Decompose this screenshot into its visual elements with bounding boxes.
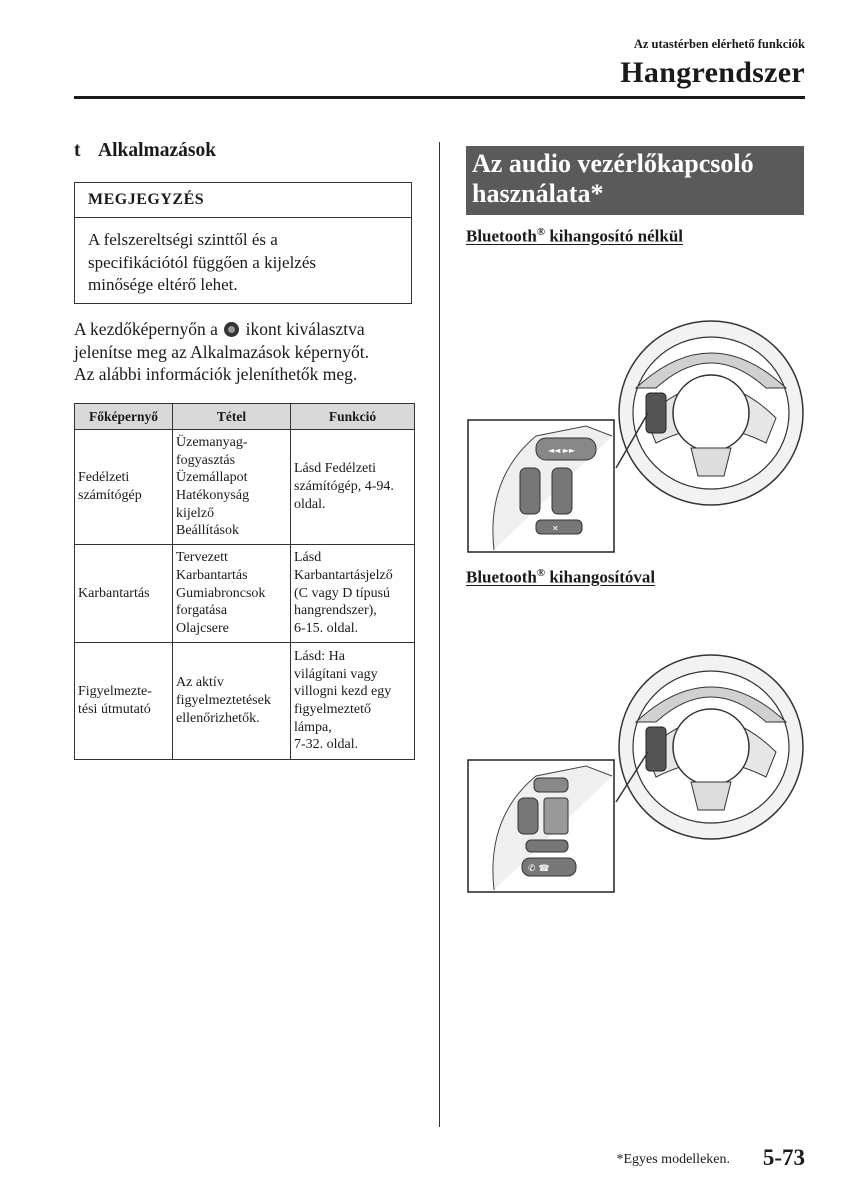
cell-line: tési útmutató	[78, 702, 151, 717]
cell-line: Fedélzeti	[78, 470, 130, 486]
switch-closeup-icon	[468, 760, 614, 892]
cell-line: Az aktív	[176, 675, 224, 691]
subheading-text: kihangosító nélkül	[545, 226, 684, 246]
note-box	[74, 182, 412, 304]
note-body	[75, 218, 411, 297]
steering-wheel-bluetooth-switch-figure	[466, 652, 806, 897]
cell-line: Karbantartásjelző	[294, 567, 393, 583]
steering-wheel-audio-switch-figure	[466, 318, 806, 558]
cell-line: Beállítások	[176, 523, 239, 539]
table-cell-main	[75, 545, 173, 643]
table-cell-items	[173, 643, 291, 760]
steering-wheel-icon	[616, 655, 803, 839]
table-header: Tétel	[173, 404, 291, 430]
cell-line: figyelmeztető	[294, 702, 371, 717]
cell-line: (C vagy D típusú	[294, 585, 391, 601]
table-cell-main	[75, 643, 173, 760]
table-row	[75, 643, 415, 760]
subheading-text: Bluetooth	[466, 567, 537, 587]
subheading-text: kihangosítóval	[545, 567, 656, 587]
table-header-row	[75, 404, 415, 430]
intro-text: Az alábbi információk jeleníthetők meg.	[74, 364, 358, 384]
cell-line: Gumiabroncsok	[176, 585, 266, 601]
cell-line: hangrendszer),	[294, 603, 377, 619]
header-rule	[74, 96, 805, 99]
intro-text: jelenítse meg az Alkalmazások képernyőt.	[74, 341, 369, 362]
note-heading: MEGJEGYZÉS	[75, 183, 411, 218]
cell-line: Lásd	[294, 550, 322, 566]
cell-line: oldal.	[294, 496, 326, 512]
intro-paragraph	[74, 318, 419, 386]
table-cell-function	[291, 430, 415, 545]
cell-line: ellenőrizhetők.	[176, 710, 260, 726]
cell-line: villogni kezd egy	[294, 684, 392, 700]
cell-line: Karbantartás	[176, 567, 248, 583]
svg-text:◄◄ ►►: ◄◄ ►►	[548, 446, 576, 455]
registered-mark: ®	[536, 567, 546, 579]
cell-line: Hatékonyság	[176, 488, 250, 503]
cell-line: figyelmeztetések	[176, 693, 271, 709]
footnote: *Egyes modelleken.	[616, 1152, 730, 1167]
table-cell-main	[75, 430, 173, 545]
intro-text: A kezdőképernyőn a	[74, 319, 218, 339]
table-row	[75, 545, 415, 643]
table-header: Főképernyő	[75, 404, 173, 430]
page-title: Hangrendszer	[620, 56, 805, 89]
cell-line: Üzemanyag-	[176, 434, 248, 450]
cell-line: világítani vagy	[294, 666, 378, 682]
table-cell-items	[173, 430, 291, 545]
svg-text:✕: ✕	[552, 524, 559, 533]
switch-closeup-icon	[468, 420, 614, 552]
subheading-without-bluetooth	[466, 226, 683, 247]
cell-line: Lásd Fedélzeti	[294, 461, 377, 477]
cell-line: 6-15. oldal.	[294, 621, 359, 637]
cell-line: lámpa,	[294, 719, 332, 735]
table-row	[75, 430, 415, 545]
cell-line: Üzemállapot	[176, 470, 248, 486]
registered-mark: ®	[536, 226, 546, 238]
cell-line: Lásd: Ha	[294, 648, 345, 664]
header-subtitle: Az utastérben elérhető funkciók	[633, 37, 805, 51]
cell-line: kijelző	[176, 505, 215, 521]
heading-line: használata*	[472, 179, 604, 208]
cell-line: forgatása	[176, 603, 228, 619]
section-bullet: t	[74, 140, 81, 161]
note-line: A felszereltségi szinttől és a	[88, 230, 278, 249]
svg-text:✆ ☎: ✆ ☎	[528, 864, 550, 874]
cell-line: Karbantartás	[78, 585, 150, 601]
steering-wheel-icon	[616, 321, 803, 505]
heading-line: Az audio vezérlőkapcsoló	[472, 149, 754, 178]
column-divider	[439, 142, 440, 1127]
apps-icon	[224, 322, 239, 337]
page-number: 5-73	[762, 1145, 805, 1170]
subheading-text: Bluetooth	[466, 226, 537, 246]
applications-table	[74, 403, 415, 760]
table-header: Funkció	[291, 404, 415, 430]
cell-line: 7-32. oldal.	[294, 737, 359, 753]
audio-section-heading	[466, 146, 804, 215]
section-title	[74, 140, 216, 162]
cell-line: fogyasztás	[176, 452, 236, 468]
table-cell-function	[291, 545, 415, 643]
cell-line: Figyelmezte-	[78, 684, 152, 700]
note-line: minősége eltérő lehet.	[88, 275, 238, 294]
cell-line: számítógép	[78, 488, 142, 503]
table-cell-items	[173, 545, 291, 643]
table-cell-function	[291, 643, 415, 760]
note-line: specifikációtól függően a kijelzés	[88, 252, 316, 272]
cell-line: Tervezett	[176, 550, 228, 566]
section-title-text: Alkalmazások	[98, 140, 217, 161]
cell-line: Olajcsere	[176, 621, 229, 637]
intro-text: ikont kiválasztva	[245, 319, 365, 339]
subheading-with-bluetooth	[466, 567, 655, 588]
cell-line: számítógép, 4-94.	[294, 479, 394, 495]
